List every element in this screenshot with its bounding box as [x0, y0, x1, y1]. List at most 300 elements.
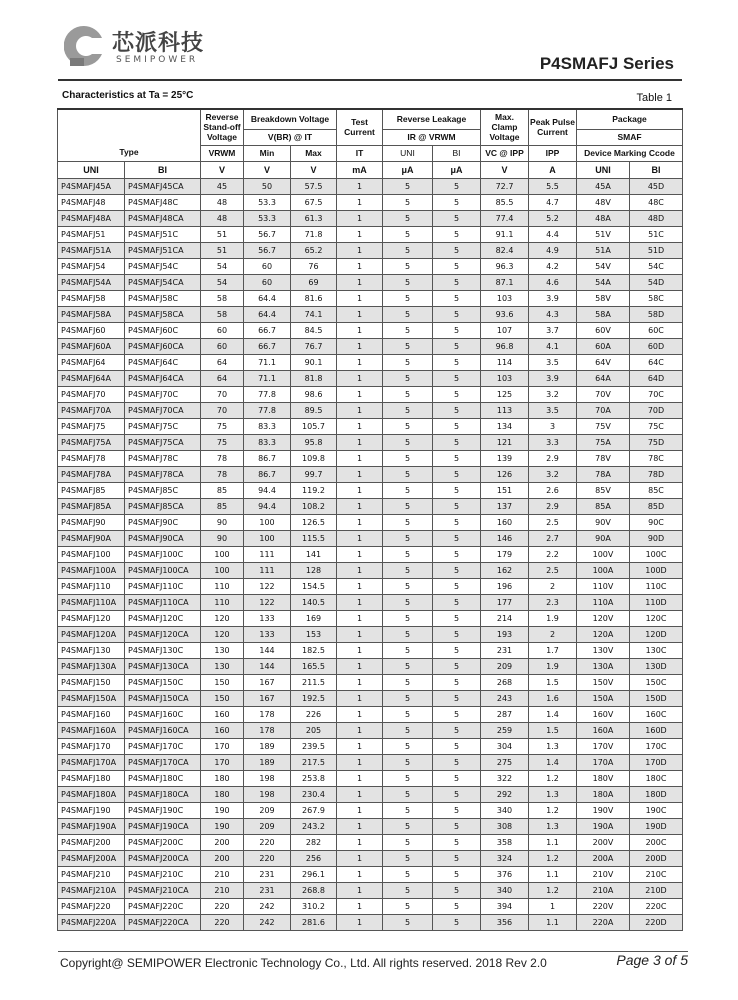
- table-cell: 83.3: [244, 434, 291, 450]
- table-cell: 90V: [577, 514, 630, 530]
- table-cell: P4SMAFJ130A: [58, 658, 125, 674]
- table-cell: P4SMAFJ160CA: [125, 722, 201, 738]
- table-cell: 211.5: [291, 674, 337, 690]
- table-cell: 110V: [577, 578, 630, 594]
- table-cell: P4SMAFJ110C: [125, 578, 201, 594]
- clamp-sub-header: VC @ IPP: [481, 145, 529, 161]
- table-cell: 170C: [630, 738, 683, 754]
- table-cell: 5: [383, 274, 433, 290]
- table-cell: 60: [244, 258, 291, 274]
- table-cell: P4SMAFJ180C: [125, 770, 201, 786]
- table-cell: 60: [201, 322, 244, 338]
- table-cell: 192.5: [291, 690, 337, 706]
- table-cell: 1.1: [529, 914, 577, 930]
- table-cell: 114: [481, 354, 529, 370]
- semipower-logo-icon: [64, 24, 104, 68]
- table-cell: 1: [337, 642, 383, 658]
- table-cell: 64A: [577, 370, 630, 386]
- table-cell: 230.4: [291, 786, 337, 802]
- table-cell: 231: [244, 882, 291, 898]
- table-cell: 322: [481, 770, 529, 786]
- table-cell: 58D: [630, 306, 683, 322]
- table-cell: 1: [337, 290, 383, 306]
- table-cell: 180V: [577, 770, 630, 786]
- table-cell: 150: [201, 674, 244, 690]
- table-cell: 5: [383, 690, 433, 706]
- table-cell: 93.6: [481, 306, 529, 322]
- table-cell: 5: [383, 594, 433, 610]
- table-row: [58, 610, 683, 626]
- table-cell: 1: [337, 514, 383, 530]
- table-cell: 1: [337, 562, 383, 578]
- table-cell: 95.8: [291, 434, 337, 450]
- table-cell: 296.1: [291, 866, 337, 882]
- unit-cell: μA: [433, 161, 481, 178]
- table-cell: P4SMAFJ70C: [125, 386, 201, 402]
- table-cell: 1.7: [529, 642, 577, 658]
- table-cell: 1: [337, 386, 383, 402]
- table-cell: 56.7: [244, 226, 291, 242]
- table-cell: 78D: [630, 466, 683, 482]
- table-row: [58, 194, 683, 210]
- table-cell: 1.5: [529, 722, 577, 738]
- table-cell: 209: [481, 658, 529, 674]
- table-row: [58, 578, 683, 594]
- table-cell: 4.3: [529, 306, 577, 322]
- table-cell: 85: [201, 482, 244, 498]
- table-cell: 259: [481, 722, 529, 738]
- table-cell: 1.4: [529, 754, 577, 770]
- table-cell: 86.7: [244, 450, 291, 466]
- table-cell: 2.3: [529, 594, 577, 610]
- table-cell: 48C: [630, 194, 683, 210]
- leakage-uni-header: UNI: [383, 145, 433, 161]
- table-cell: 5: [433, 562, 481, 578]
- table-cell: 81.6: [291, 290, 337, 306]
- table-cell: 180A: [577, 786, 630, 802]
- page-footer: [58, 951, 688, 971]
- table-cell: 5: [433, 818, 481, 834]
- table-cell: 66.7: [244, 338, 291, 354]
- table-cell: 71.8: [291, 226, 337, 242]
- table-row: [58, 514, 683, 530]
- table-cell: 256: [291, 850, 337, 866]
- table-cell: 4.1: [529, 338, 577, 354]
- table-cell: 5: [433, 706, 481, 722]
- table-cell: 90: [201, 530, 244, 546]
- table-cell: P4SMAFJ200C: [125, 834, 201, 850]
- table-row: [58, 738, 683, 754]
- table-cell: P4SMAFJ58C: [125, 290, 201, 306]
- table-cell: 75: [201, 418, 244, 434]
- table-cell: 150D: [630, 690, 683, 706]
- table-cell: 54V: [577, 258, 630, 274]
- table-cell: 98.6: [291, 386, 337, 402]
- table-cell: 1: [337, 674, 383, 690]
- table-row: [58, 770, 683, 786]
- table-cell: 144: [244, 642, 291, 658]
- table-cell: 200C: [630, 834, 683, 850]
- table-cell: 130: [201, 642, 244, 658]
- table-cell: 190A: [577, 818, 630, 834]
- table-cell: 90C: [630, 514, 683, 530]
- table-cell: 111: [244, 546, 291, 562]
- table-cell: 81.8: [291, 370, 337, 386]
- breakdown-sub-header: V(BR) @ IT: [244, 129, 337, 145]
- table-cell: 1.1: [529, 866, 577, 882]
- type-header: Type: [58, 109, 201, 161]
- table-cell: 3.9: [529, 370, 577, 386]
- table-cell: 82.4: [481, 242, 529, 258]
- table-cell: 1: [337, 498, 383, 514]
- table-cell: 242: [244, 914, 291, 930]
- table-cell: 5: [383, 242, 433, 258]
- table-cell: 94.4: [244, 482, 291, 498]
- table-cell: 220C: [630, 898, 683, 914]
- table-label: Table 1: [636, 92, 672, 104]
- table-cell: 100: [244, 530, 291, 546]
- table-cell: 5: [383, 290, 433, 306]
- table-cell: 268: [481, 674, 529, 690]
- table-cell: 4.7: [529, 194, 577, 210]
- unit-cell: μA: [383, 161, 433, 178]
- table-cell: 75D: [630, 434, 683, 450]
- table-row: [58, 290, 683, 306]
- unit-cell: UNI: [58, 161, 125, 178]
- table-cell: 1: [337, 434, 383, 450]
- table-cell: P4SMAFJ180: [58, 770, 125, 786]
- table-cell: 275: [481, 754, 529, 770]
- table-cell: 180D: [630, 786, 683, 802]
- table-cell: 5: [433, 338, 481, 354]
- table-cell: 214: [481, 610, 529, 626]
- table-cell: 2.6: [529, 482, 577, 498]
- table-cell: P4SMAFJ200A: [58, 850, 125, 866]
- table-cell: 100D: [630, 562, 683, 578]
- table-cell: 1: [337, 338, 383, 354]
- table-cell: 190V: [577, 802, 630, 818]
- table-cell: P4SMAFJ150CA: [125, 690, 201, 706]
- table-cell: 5: [433, 738, 481, 754]
- table-cell: 2.5: [529, 514, 577, 530]
- table-cell: 226: [291, 706, 337, 722]
- table-cell: 220D: [630, 914, 683, 930]
- table-cell: P4SMAFJ120A: [58, 626, 125, 642]
- table-cell: P4SMAFJ48: [58, 194, 125, 210]
- table-cell: 58A: [577, 306, 630, 322]
- table-cell: 1: [337, 450, 383, 466]
- table-cell: 160C: [630, 706, 683, 722]
- table-cell: 5: [383, 786, 433, 802]
- table-row: [58, 898, 683, 914]
- table-cell: 1: [337, 850, 383, 866]
- table-cell: 200A: [577, 850, 630, 866]
- table-cell: 340: [481, 882, 529, 898]
- marking-header: Device Marking Ccode: [577, 145, 683, 161]
- table-cell: 150C: [630, 674, 683, 690]
- table-cell: P4SMAFJ51CA: [125, 242, 201, 258]
- table-cell: 324: [481, 850, 529, 866]
- table-cell: 1: [337, 738, 383, 754]
- table-cell: 1.2: [529, 770, 577, 786]
- table-cell: 220: [201, 914, 244, 930]
- table-cell: P4SMAFJ54C: [125, 258, 201, 274]
- table-cell: 121: [481, 434, 529, 450]
- table-cell: 170V: [577, 738, 630, 754]
- table-cell: 113: [481, 402, 529, 418]
- table-cell: 282: [291, 834, 337, 850]
- table-cell: P4SMAFJ170C: [125, 738, 201, 754]
- table-cell: P4SMAFJ90C: [125, 514, 201, 530]
- table-cell: P4SMAFJ90CA: [125, 530, 201, 546]
- table-cell: 5: [433, 482, 481, 498]
- table-cell: 5: [433, 834, 481, 850]
- table-cell: 71.1: [244, 354, 291, 370]
- table-cell: 304: [481, 738, 529, 754]
- table-cell: P4SMAFJ160: [58, 706, 125, 722]
- package-name: SMAF: [577, 129, 683, 145]
- table-cell: 2.2: [529, 546, 577, 562]
- table-cell: 57.5: [291, 178, 337, 194]
- table-row: [58, 546, 683, 562]
- leakage-header: Reverse Leakage: [383, 109, 481, 129]
- table-row: [58, 482, 683, 498]
- unit-cell: mA: [337, 161, 383, 178]
- table-cell: P4SMAFJ210C: [125, 866, 201, 882]
- table-cell: 134: [481, 418, 529, 434]
- table-cell: 78: [201, 466, 244, 482]
- table-cell: 130: [201, 658, 244, 674]
- table-cell: P4SMAFJ85A: [58, 498, 125, 514]
- table-cell: 107: [481, 322, 529, 338]
- peak-header: Peak Pulse Current: [529, 109, 577, 145]
- table-cell: 5: [433, 642, 481, 658]
- table-cell: P4SMAFJ54A: [58, 274, 125, 290]
- table-cell: 70: [201, 402, 244, 418]
- table-cell: 100C: [630, 546, 683, 562]
- table-cell: 5.5: [529, 178, 577, 194]
- table-cell: 99.7: [291, 466, 337, 482]
- table-cell: 1: [337, 194, 383, 210]
- table-cell: 1: [337, 370, 383, 386]
- table-cell: 120V: [577, 610, 630, 626]
- table-cell: 109.8: [291, 450, 337, 466]
- test-current-header: Test Current: [337, 109, 383, 145]
- table-cell: 198: [244, 770, 291, 786]
- table-row: [58, 562, 683, 578]
- header-rule: [58, 79, 682, 81]
- table-cell: 209: [244, 818, 291, 834]
- table-cell: 1: [337, 690, 383, 706]
- table-cell: 144: [244, 658, 291, 674]
- table-cell: 1.3: [529, 738, 577, 754]
- table-cell: 5: [383, 210, 433, 226]
- table-cell: 2.9: [529, 450, 577, 466]
- table-cell: P4SMAFJ180CA: [125, 786, 201, 802]
- table-cell: 45: [201, 178, 244, 194]
- table-cell: 5: [433, 594, 481, 610]
- table-cell: 165.5: [291, 658, 337, 674]
- table-cell: 376: [481, 866, 529, 882]
- table-row: [58, 642, 683, 658]
- table-cell: 210: [201, 882, 244, 898]
- table-cell: P4SMAFJ130CA: [125, 658, 201, 674]
- table-cell: 5: [383, 194, 433, 210]
- brand-name-cn: 芯派科技: [112, 30, 205, 55]
- table-cell: P4SMAFJ150A: [58, 690, 125, 706]
- table-row: [58, 690, 683, 706]
- table-row: [58, 914, 683, 930]
- table-cell: 90: [201, 514, 244, 530]
- table-cell: 310.2: [291, 898, 337, 914]
- table-cell: 5: [383, 226, 433, 242]
- table-cell: 60V: [577, 322, 630, 338]
- table-cell: 1.3: [529, 818, 577, 834]
- table-cell: 5: [383, 354, 433, 370]
- table-cell: 167: [244, 674, 291, 690]
- table-cell: 1: [337, 898, 383, 914]
- table-cell: 358: [481, 834, 529, 850]
- table-cell: 193: [481, 626, 529, 642]
- table-cell: P4SMAFJ170CA: [125, 754, 201, 770]
- table-cell: 70C: [630, 386, 683, 402]
- table-cell: 220A: [577, 914, 630, 930]
- table-cell: 100: [201, 562, 244, 578]
- reverse-standoff-header: Reverse Stand-off Voltage: [201, 109, 244, 145]
- table-cell: 70: [201, 386, 244, 402]
- table-cell: 189: [244, 754, 291, 770]
- table-cell: P4SMAFJ85CA: [125, 498, 201, 514]
- table-cell: 1.4: [529, 706, 577, 722]
- table-cell: 1.9: [529, 658, 577, 674]
- table-cell: P4SMAFJ150: [58, 674, 125, 690]
- table-cell: 167: [244, 690, 291, 706]
- table-cell: 60: [244, 274, 291, 290]
- table-cell: 170: [201, 738, 244, 754]
- table-cell: 243: [481, 690, 529, 706]
- table-cell: P4SMAFJ190C: [125, 802, 201, 818]
- table-cell: 91.1: [481, 226, 529, 242]
- table-cell: 160: [201, 706, 244, 722]
- table-row: [58, 210, 683, 226]
- table-row: [58, 274, 683, 290]
- table-cell: 182.5: [291, 642, 337, 658]
- table-cell: 5: [383, 498, 433, 514]
- table-cell: 162: [481, 562, 529, 578]
- table-cell: 5: [383, 514, 433, 530]
- table-cell: 64: [201, 370, 244, 386]
- table-row: [58, 866, 683, 882]
- table-cell: 1: [337, 802, 383, 818]
- table-cell: 108.2: [291, 498, 337, 514]
- units-row: [58, 161, 683, 178]
- table-cell: 200: [201, 850, 244, 866]
- table-cell: P4SMAFJ51A: [58, 242, 125, 258]
- table-cell: 115.5: [291, 530, 337, 546]
- table-cell: 65.2: [291, 242, 337, 258]
- table-cell: 85D: [630, 498, 683, 514]
- table-row: [58, 226, 683, 242]
- table-cell: 5: [383, 530, 433, 546]
- table-cell: 5: [383, 898, 433, 914]
- table-cell: P4SMAFJ120C: [125, 610, 201, 626]
- table-cell: 220: [244, 850, 291, 866]
- table-cell: 90D: [630, 530, 683, 546]
- table-cell: 1: [337, 626, 383, 642]
- characteristics-table: [57, 108, 683, 931]
- table-cell: 160V: [577, 706, 630, 722]
- table-cell: 1: [337, 834, 383, 850]
- table-cell: 100A: [577, 562, 630, 578]
- table-cell: 5: [433, 210, 481, 226]
- table-cell: 48D: [630, 210, 683, 226]
- table-cell: P4SMAFJ90A: [58, 530, 125, 546]
- table-cell: 169: [291, 610, 337, 626]
- table-cell: 120A: [577, 626, 630, 642]
- table-cell: 5: [433, 450, 481, 466]
- table-cell: 1: [337, 578, 383, 594]
- table-cell: 1: [337, 722, 383, 738]
- table-cell: 50: [244, 178, 291, 194]
- page-number: Page 3 of 5: [616, 952, 688, 968]
- table-cell: 58: [201, 290, 244, 306]
- table-cell: 5: [383, 322, 433, 338]
- table-cell: 5: [433, 434, 481, 450]
- table-cell: 86.7: [244, 466, 291, 482]
- table-cell: 5: [383, 306, 433, 322]
- table-cell: 394: [481, 898, 529, 914]
- table-cell: P4SMAFJ100CA: [125, 562, 201, 578]
- table-cell: 5: [433, 178, 481, 194]
- table-cell: P4SMAFJ75: [58, 418, 125, 434]
- table-cell: P4SMAFJ85: [58, 482, 125, 498]
- table-cell: P4SMAFJ60C: [125, 322, 201, 338]
- table-cell: 83.3: [244, 418, 291, 434]
- table-cell: P4SMAFJ190A: [58, 818, 125, 834]
- table-row: [58, 674, 683, 690]
- table-cell: 4.2: [529, 258, 577, 274]
- table-cell: 267.9: [291, 802, 337, 818]
- table-cell: 5: [383, 578, 433, 594]
- table-cell: 340: [481, 802, 529, 818]
- table-row: [58, 450, 683, 466]
- table-cell: 253.8: [291, 770, 337, 786]
- table-cell: 217.5: [291, 754, 337, 770]
- table-cell: 5.2: [529, 210, 577, 226]
- table-cell: 48A: [577, 210, 630, 226]
- table-cell: 84.5: [291, 322, 337, 338]
- table-cell: 141: [291, 546, 337, 562]
- table-cell: 5: [433, 770, 481, 786]
- table-cell: 1: [529, 898, 577, 914]
- table-cell: 130A: [577, 658, 630, 674]
- table-cell: 5: [433, 274, 481, 290]
- table-cell: P4SMAFJ45CA: [125, 178, 201, 194]
- table-cell: 53.3: [244, 194, 291, 210]
- table-cell: 287: [481, 706, 529, 722]
- table-cell: P4SMAFJ110A: [58, 594, 125, 610]
- table-cell: 120: [201, 626, 244, 642]
- table-row: [58, 706, 683, 722]
- table-cell: 3.3: [529, 434, 577, 450]
- unit-cell: V: [201, 161, 244, 178]
- table-cell: 220: [201, 898, 244, 914]
- table-cell: 51A: [577, 242, 630, 258]
- table-cell: 90.1: [291, 354, 337, 370]
- table-cell: 90A: [577, 530, 630, 546]
- table-cell: P4SMAFJ75C: [125, 418, 201, 434]
- table-cell: 75A: [577, 434, 630, 450]
